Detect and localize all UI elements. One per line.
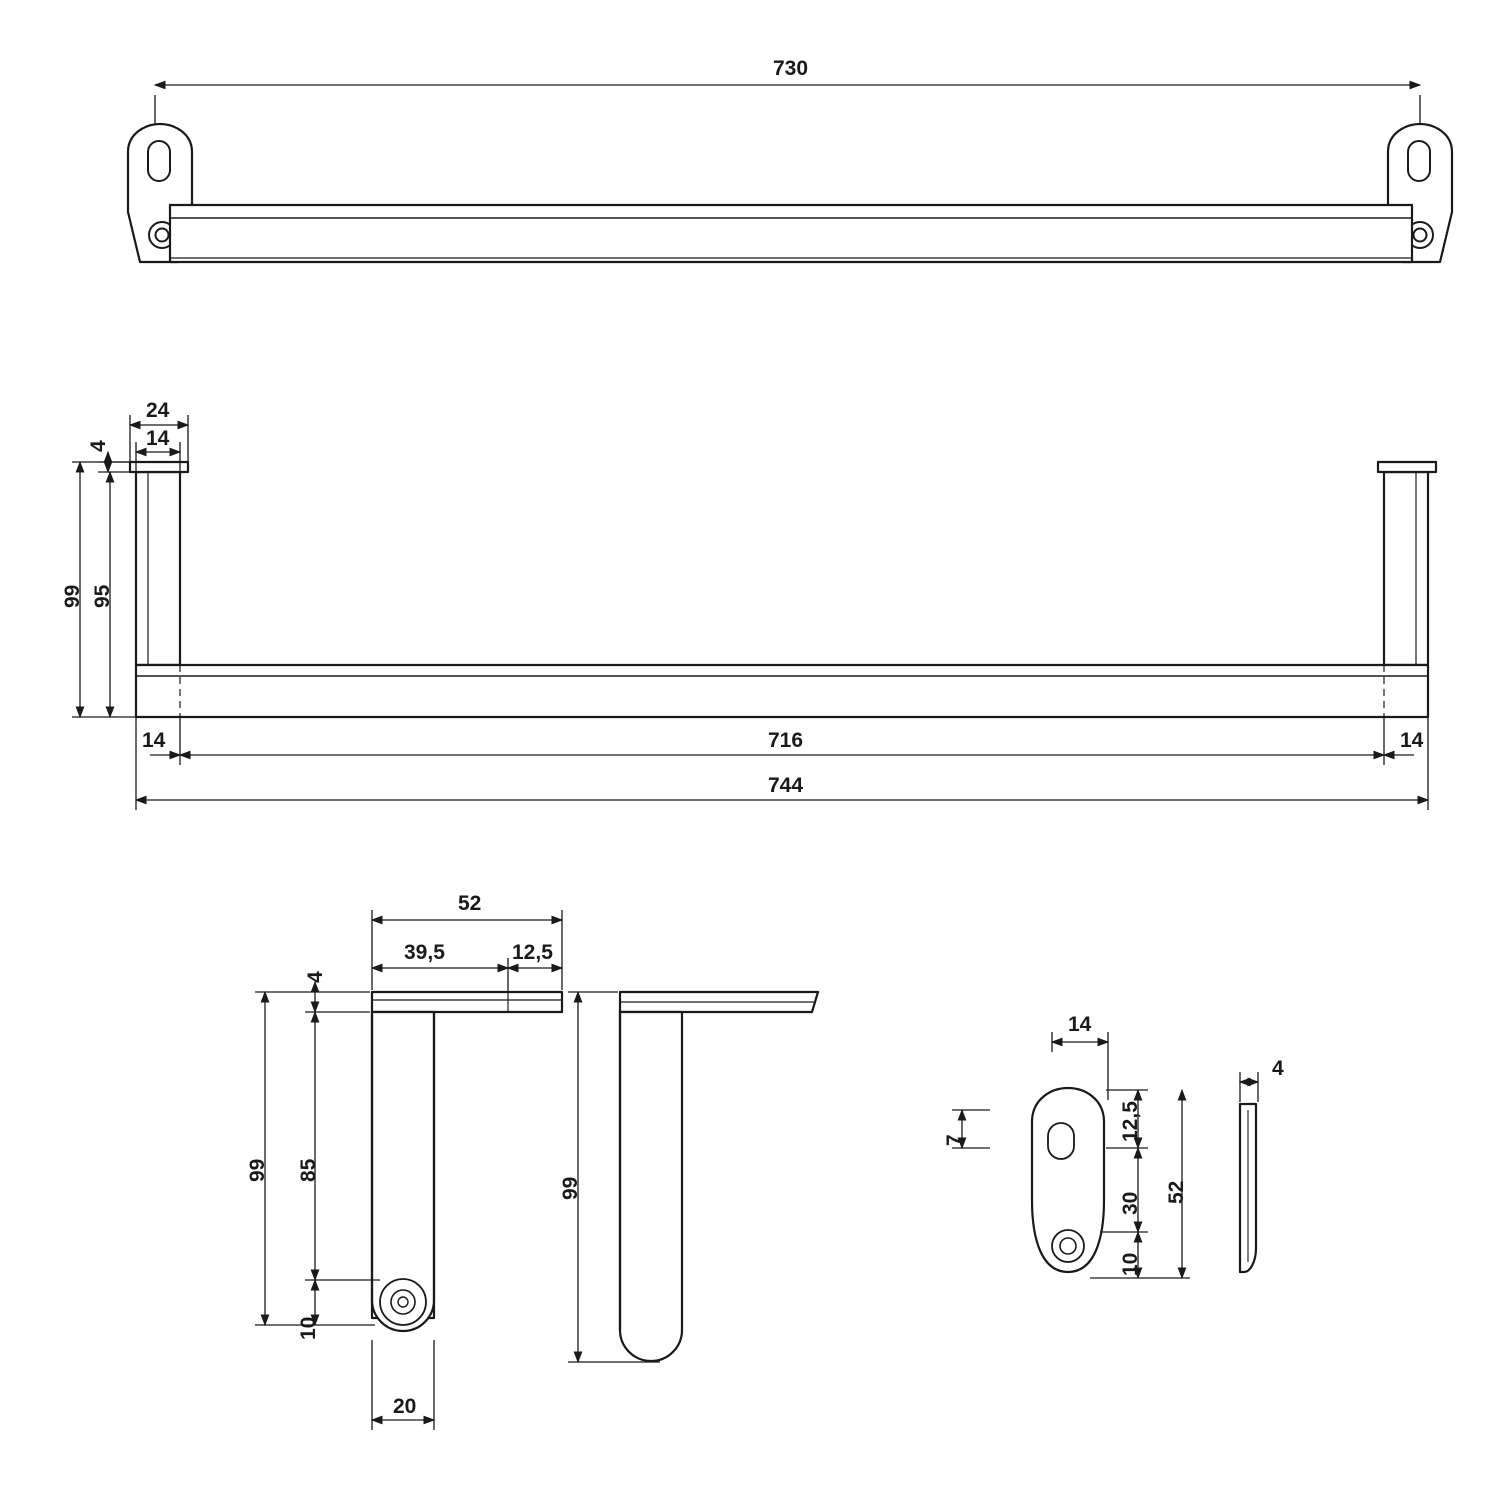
label-front-overall-length: 744: [768, 774, 804, 797]
side-view-2-geometry: [620, 992, 818, 1361]
label-side2-overall-height: 99: [559, 1176, 582, 1200]
dim-detail-4: [1240, 1072, 1258, 1102]
label-front-inner-height: 95: [91, 584, 114, 608]
bracket-detail-geometry: [1032, 1088, 1256, 1272]
label-side-plate-thickness: 4: [304, 971, 327, 983]
label-detail-bottom-height: 10: [1119, 1252, 1142, 1276]
label-front-bar-length: 716: [768, 729, 804, 752]
label-side-overall-height: 99: [246, 1158, 269, 1182]
dim-detail-30: [1100, 1148, 1148, 1232]
top-view-geometry: [128, 124, 1452, 262]
label-detail-top-offset: 7: [943, 1134, 966, 1146]
label-side-radius-zone: 10: [297, 1316, 320, 1340]
side-view-geometry: [372, 992, 562, 1331]
label-detail-plate-thickness: 4: [1272, 1057, 1284, 1080]
label-top-overall-length: 730: [773, 57, 809, 80]
dim-side-85: [305, 1012, 380, 1280]
dim-side-4: [305, 982, 370, 1012]
label-front-left-offset: 14: [142, 729, 166, 752]
label-side-arm-depth: 20: [393, 1395, 417, 1418]
label-detail-plate-width: 14: [1068, 1013, 1092, 1036]
label-side-plate-depth-front: 12,5: [512, 941, 553, 964]
front-view-geometry: [130, 462, 1436, 717]
dim-top-730: [155, 85, 1420, 125]
label-front-bracket-plate-width: 24: [146, 399, 170, 422]
label-detail-mid-height: 30: [1119, 1191, 1142, 1215]
label-front-right-offset: 14: [1400, 729, 1424, 752]
label-side-arm-height: 85: [297, 1158, 320, 1182]
label-side-plate-depth-back: 39,5: [404, 941, 445, 964]
label-detail-total-height: 52: [1165, 1180, 1188, 1204]
label-front-bracket-arm-width: 14: [146, 427, 170, 450]
label-detail-slot-height: 12,5: [1119, 1101, 1142, 1142]
label-front-overall-height: 99: [61, 584, 84, 608]
label-front-plate-thickness: 4: [87, 440, 110, 452]
label-side-plate-depth: 52: [458, 892, 482, 915]
